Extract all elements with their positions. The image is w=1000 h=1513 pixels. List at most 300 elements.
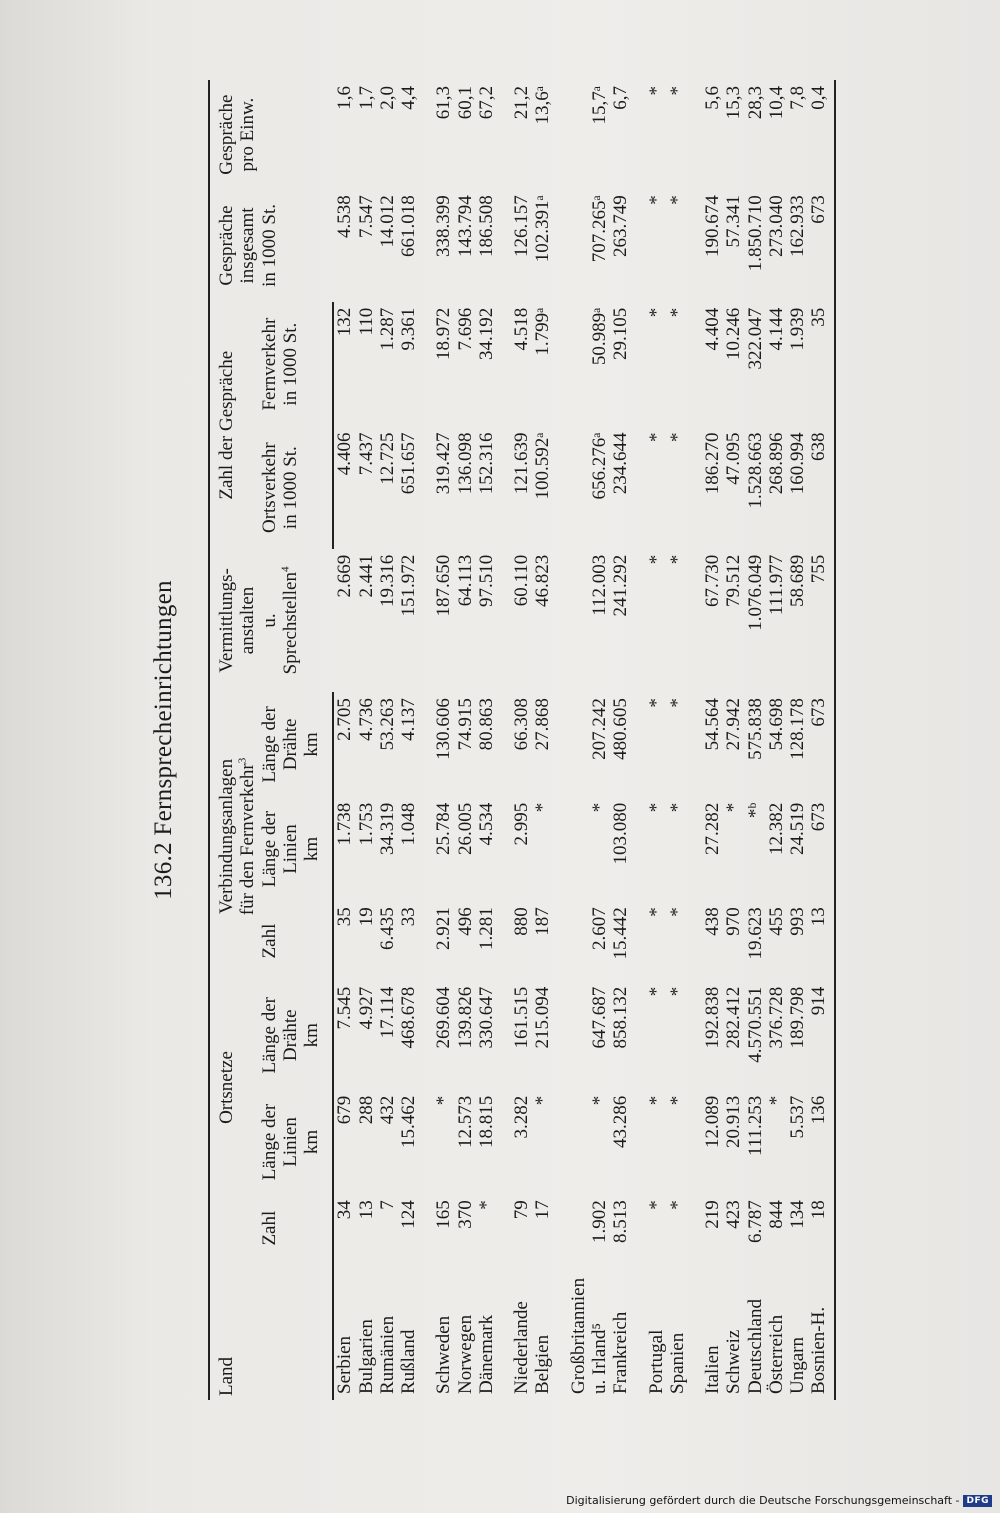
col-zahl-verbindung: Zahl — [259, 901, 334, 981]
value-cell: 1.738 — [334, 802, 356, 846]
value-cell: 2.921 — [433, 907, 455, 951]
table-row — [745, 80, 766, 1400]
value-cell: 8.513 — [610, 1200, 632, 1243]
value-cell: 638 — [808, 427, 834, 549]
value-cell: 207.242 — [588, 698, 610, 760]
value-cell: 20.913 — [723, 1095, 745, 1148]
value-cell: 4.404 — [702, 307, 724, 351]
col-zahl-ortsnetze: Zahl — [259, 1194, 334, 1262]
value-cell: 110 — [355, 307, 377, 336]
col-ort-laenge-draehte — [259, 981, 334, 1090]
value-cell: 139.826 — [454, 986, 476, 1049]
country-cell: Belgien — [532, 1334, 554, 1394]
value-cell: 4.518 — [511, 307, 533, 351]
col-gespraeche-pro-einw — [209, 80, 333, 189]
table-row — [398, 80, 419, 1400]
country-cell: Rumänien — [376, 1315, 398, 1394]
value-cell: 1.287 — [376, 307, 398, 351]
value-cell: 79.512 — [723, 554, 745, 607]
country-cell: Norwegen — [454, 1314, 476, 1394]
value-cell: 12.725 — [376, 432, 398, 485]
value-cell: 143.794 — [454, 195, 476, 257]
value-cell — [568, 427, 589, 549]
group-verbindungsanlagen — [209, 692, 259, 981]
table-row — [766, 80, 787, 1400]
value-cell — [568, 80, 589, 189]
value-cell: 1.939 — [787, 307, 809, 351]
value-cell: 993 — [787, 907, 809, 936]
col-ort-laenge-linien — [259, 1090, 334, 1195]
value-cell: 1.048 — [398, 802, 420, 846]
table-row — [646, 80, 667, 1400]
value-cell: 5.537 — [787, 1095, 809, 1139]
value-cell: 165 — [433, 1200, 455, 1229]
value-cell: 58.689 — [787, 554, 809, 607]
table-row — [787, 80, 808, 1400]
value-cell: 28,3 — [744, 86, 766, 120]
value-cell: 60.110 — [511, 554, 533, 607]
value-cell: * — [765, 1095, 787, 1106]
value-cell: 192.838 — [702, 986, 724, 1049]
value-cell: 103.080 — [610, 802, 632, 865]
value-cell: 1.799ᵃ — [532, 307, 554, 356]
value-cell: 673 — [808, 189, 834, 301]
table-row — [433, 80, 454, 1400]
table-row — [532, 80, 553, 1400]
value-cell: 80.863 — [475, 698, 497, 751]
value-cell: 128.178 — [787, 698, 809, 760]
value-cell: 152.316 — [475, 432, 497, 495]
value-cell: 19.316 — [376, 554, 398, 607]
fv-1: Fernverkehr — [258, 317, 280, 411]
col-vermittlung-header — [209, 549, 333, 692]
value-cell: 74.915 — [454, 698, 476, 751]
country-cell: Großbritannien — [567, 1277, 589, 1394]
value-cell: 15.442 — [610, 907, 632, 960]
value-cell — [568, 901, 589, 981]
value-cell: 0,4 — [808, 80, 834, 189]
value-cell: 656.276ᵃ — [588, 432, 610, 500]
insg-line3: in 1000 St. — [258, 204, 280, 287]
value-cell: 15,7ᵃ — [588, 86, 610, 125]
value-cell: 1.076.049 — [744, 554, 766, 631]
value-cell: 370 — [454, 1200, 476, 1229]
table-title: 136.2 Fernsprecheinrichtungen — [150, 580, 177, 900]
dfg-logo: DFG — [963, 1495, 992, 1507]
insg-line2: insgesamt — [237, 207, 259, 284]
value-cell: 66.308 — [511, 698, 533, 751]
country-cell: Österreich — [765, 1314, 787, 1394]
value-cell: 34.319 — [376, 802, 398, 855]
value-cell: 9.361 — [398, 307, 420, 351]
value-cell: 673 — [808, 797, 834, 902]
insg-line1: Gespräche — [216, 205, 237, 286]
value-cell: 121.639 — [511, 432, 533, 495]
value-cell: * — [666, 1200, 688, 1210]
od-2: Drähte — [279, 1009, 301, 1062]
value-cell: 100.592ᵃ — [532, 432, 554, 500]
vl-2: Linien — [279, 824, 301, 874]
country-cell: Dänemark — [475, 1314, 497, 1394]
value-cell: * — [588, 802, 610, 813]
table-row — [702, 80, 723, 1400]
value-cell: * — [666, 907, 688, 917]
od-1: Länge der — [258, 997, 280, 1074]
table-row — [723, 80, 744, 1400]
value-cell: * — [666, 432, 688, 443]
value-cell: 34.192 — [475, 307, 497, 360]
table-row — [667, 80, 688, 1400]
spacer-cell — [497, 80, 511, 1400]
value-cell: 50.989ᵃ — [588, 307, 610, 366]
spacer-cell — [688, 80, 702, 1400]
value-cell: * — [532, 802, 554, 813]
value-cell: * — [666, 698, 688, 708]
value-cell: 21,2 — [511, 86, 533, 120]
value-cell: 13 — [355, 1200, 377, 1220]
vl-3: km — [301, 836, 323, 862]
value-cell: 7.545 — [334, 986, 356, 1030]
value-cell: 13,6ᵃ — [532, 86, 554, 125]
value-cell: 19 — [355, 907, 377, 927]
value-cell: 187.650 — [433, 554, 455, 617]
value-cell: 423 — [723, 1200, 745, 1229]
col-gespraeche-insgesamt — [209, 189, 333, 301]
value-cell: * — [532, 1095, 554, 1106]
value-cell: 2.995 — [511, 802, 533, 846]
ol-1: Länge der — [258, 1103, 280, 1181]
value-cell — [568, 981, 589, 1090]
value-cell: 111.977 — [765, 554, 787, 616]
col-verb-laenge-draehte — [259, 692, 334, 797]
value-cell: 5,6 — [702, 86, 724, 110]
value-cell: 13 — [808, 901, 834, 981]
col-land-header: Land — [209, 1262, 259, 1400]
value-cell: * — [666, 986, 688, 997]
value-cell: 4.538 — [333, 195, 355, 238]
table-body — [333, 80, 834, 1400]
vl-1: Länge der — [258, 810, 280, 888]
value-cell: 3.282 — [511, 1095, 533, 1139]
value-cell: 151.972 — [398, 554, 420, 617]
value-cell: * — [645, 802, 667, 813]
value-cell: 480.605 — [610, 698, 632, 760]
value-cell: 575.838 — [744, 698, 766, 760]
value-cell: 234.644 — [610, 432, 632, 495]
group-ortsnetze: Ortsnetze — [209, 981, 259, 1194]
value-cell: 43.286 — [610, 1095, 632, 1148]
value-cell: * — [645, 986, 667, 997]
group-spacer — [497, 80, 511, 1400]
value-cell: 14.012 — [376, 195, 398, 248]
value-cell: 4.736 — [355, 698, 377, 741]
country-cell: Bosnien-H. — [808, 1262, 834, 1400]
value-cell: 438 — [702, 907, 724, 936]
gespraeche-label: Gespräche — [216, 350, 237, 432]
value-cell: 29.105 — [610, 307, 632, 360]
value-cell: 7.437 — [355, 432, 377, 476]
value-cell: 4.406 — [334, 432, 356, 476]
value-cell: 10,4 — [765, 86, 787, 120]
value-cell: 273.040 — [765, 195, 787, 257]
value-cell — [568, 1194, 589, 1262]
value-cell: 12.089 — [702, 1095, 724, 1148]
value-cell: 186.270 — [702, 432, 724, 495]
value-cell: 27.282 — [702, 802, 724, 855]
value-cell: 61,3 — [433, 86, 455, 120]
value-cell: * — [666, 86, 688, 96]
table-row — [356, 80, 377, 1400]
value-cell: 432 — [376, 1095, 398, 1125]
rotated-table-page — [150, 80, 850, 1400]
value-cell: 322.047 — [744, 307, 766, 370]
footer-text: Digitalisierung gefördert durch die Deutsche Forschungsgemeinschaft - — [566, 1494, 960, 1507]
value-cell: 160.994 — [787, 432, 809, 495]
value-cell: 25.784 — [433, 802, 455, 855]
value-cell: 1.850.710 — [744, 195, 766, 272]
value-cell: 496 — [454, 907, 476, 936]
value-cell: 4.927 — [355, 986, 377, 1030]
value-cell: 60,1 — [454, 86, 476, 120]
value-cell: 241.292 — [610, 554, 632, 617]
value-cell: 134 — [787, 1200, 809, 1229]
value-cell: 215.094 — [532, 986, 554, 1049]
value-cell: 1.902 — [588, 1200, 610, 1243]
value-cell: 24.519 — [787, 802, 809, 855]
value-cell: 914 — [808, 981, 834, 1090]
country-cell: Deutschland — [744, 1299, 766, 1394]
footnote-4: 4 — [279, 566, 292, 573]
value-cell: * — [645, 307, 667, 318]
value-cell: 651.657 — [398, 432, 420, 495]
ov-1: Ortsverkehr — [258, 442, 280, 534]
od-3: km — [301, 1023, 323, 1048]
value-cell: 6.435 — [376, 907, 398, 951]
country-cell: Portugal — [645, 1329, 667, 1394]
footnote-3: 3 — [236, 757, 249, 764]
table-row — [511, 80, 532, 1400]
value-cell: * — [433, 1095, 455, 1106]
value-cell: 111.253 — [744, 1095, 766, 1157]
value-cell: 27.868 — [532, 698, 554, 751]
value-cell: 1.528.663 — [744, 432, 766, 509]
vd-1: Länge der — [258, 706, 280, 783]
table-row — [808, 80, 834, 1400]
value-cell: * — [645, 86, 667, 96]
vd-2: Drähte — [279, 718, 301, 771]
value-cell: 12.382 — [765, 802, 787, 855]
group-spacer — [632, 80, 646, 1400]
value-cell: 53.263 — [376, 698, 398, 751]
group-spacer — [419, 80, 433, 1400]
value-cell: 2,0 — [376, 86, 398, 110]
value-cell: * — [645, 1095, 667, 1106]
value-cell: 4.144 — [765, 307, 787, 351]
group-spacer — [688, 80, 702, 1400]
value-cell: 7.696 — [454, 307, 476, 351]
footer — [566, 1494, 992, 1507]
value-cell: * — [666, 1095, 688, 1106]
col-fernverkehr — [259, 302, 334, 427]
group-zahl-der-gespraeche — [209, 302, 259, 549]
value-cell: * — [666, 554, 688, 565]
value-cell: * — [666, 802, 688, 813]
value-cell: 18.972 — [433, 307, 455, 360]
value-cell: 130.606 — [433, 698, 455, 760]
value-cell: 18.815 — [475, 1095, 497, 1148]
value-cell: 4.570.551 — [744, 986, 766, 1063]
value-cell: 17 — [532, 1200, 554, 1220]
value-cell: 755 — [808, 549, 834, 692]
vd-3: km — [301, 732, 323, 757]
value-cell: *ᵇ — [744, 802, 766, 819]
value-cell: 376.728 — [765, 986, 787, 1049]
col-zahl-1 — [209, 1194, 259, 1262]
col-verb-laenge-linien — [259, 797, 334, 902]
value-cell: 124 — [398, 1200, 420, 1229]
fernverkehr-label: für den Fernverkehr — [237, 763, 259, 916]
value-cell: * — [723, 802, 745, 813]
value-cell: 17.114 — [376, 986, 398, 1039]
value-cell: 679 — [334, 1095, 356, 1125]
value-cell: 161.515 — [511, 986, 533, 1049]
value-cell: 46.823 — [532, 554, 554, 607]
value-cell: 2.669 — [333, 554, 355, 598]
value-cell: 319.427 — [433, 432, 455, 495]
country-cell: Serbien — [334, 1335, 356, 1394]
group-spacer — [554, 80, 568, 1400]
value-cell: 2.705 — [334, 698, 356, 741]
value-cell: 661.018 — [398, 195, 420, 257]
value-cell: 15,3 — [723, 86, 745, 120]
value-cell: 15.462 — [398, 1095, 420, 1148]
value-cell: 27.942 — [723, 698, 745, 751]
value-cell: 67.730 — [702, 554, 724, 607]
value-cell: 268.896 — [765, 432, 787, 495]
table-row — [589, 80, 610, 1400]
value-cell: 54.564 — [702, 698, 724, 751]
value-cell: 102.391ᵃ — [532, 195, 554, 263]
value-cell: * — [645, 554, 667, 565]
table-row — [610, 80, 631, 1400]
value-cell: 6.787 — [744, 1200, 766, 1243]
value-cell: * — [645, 432, 667, 443]
ol-3: km — [301, 1129, 323, 1155]
spacer-cell — [554, 80, 568, 1400]
value-cell: 26.005 — [454, 802, 476, 855]
value-cell: 33 — [398, 907, 420, 927]
country-cell: Italien — [702, 1345, 724, 1394]
value-cell: 97.510 — [475, 554, 497, 607]
country-cell: Niederlande — [511, 1301, 533, 1394]
spacer-cell — [632, 80, 646, 1400]
vermittlung-line2: anstalten — [237, 586, 259, 655]
value-cell: * — [666, 307, 688, 318]
zahl-der-label: Zahl der — [216, 435, 237, 500]
value-cell: 19.623 — [744, 907, 766, 960]
value-cell: 880 — [511, 907, 533, 936]
value-cell: 1.753 — [355, 802, 377, 846]
value-cell: 1,7 — [355, 86, 377, 110]
value-cell: 4,4 — [398, 86, 420, 110]
value-cell: 132 — [334, 307, 356, 337]
value-cell: 57.341 — [723, 195, 745, 248]
value-cell: 330.647 — [475, 986, 497, 1049]
value-cell — [568, 692, 589, 797]
value-cell: 35 — [808, 302, 834, 427]
vermittlung-line4: Sprechstellen — [279, 572, 301, 675]
table-row — [455, 80, 476, 1400]
value-cell: 468.678 — [398, 986, 420, 1049]
pro-line1: Gespräche — [216, 94, 237, 175]
value-cell: 189.798 — [787, 986, 809, 1049]
table-row — [377, 80, 398, 1400]
value-cell: 2.441 — [355, 554, 377, 598]
value-cell: 338.399 — [433, 195, 455, 257]
value-cell — [568, 549, 589, 692]
table-row — [476, 80, 497, 1400]
country-cell: Bulgarien — [355, 1319, 377, 1394]
value-cell: 34 — [334, 1200, 356, 1220]
vermittlung-line1: Vermittlungs- — [216, 568, 237, 673]
value-cell: 263.749 — [610, 195, 632, 257]
pro-line2: pro Einw. — [237, 97, 259, 172]
value-cell: * — [645, 907, 667, 917]
value-cell: 282.412 — [723, 986, 745, 1049]
value-cell: 112.003 — [588, 554, 610, 616]
value-cell: 126.157 — [511, 195, 533, 257]
value-cell: 67,2 — [475, 86, 497, 120]
value-cell: 4.137 — [398, 698, 420, 741]
value-cell: 4.534 — [475, 802, 497, 846]
value-cell: 190.674 — [702, 195, 724, 257]
value-cell: 186.508 — [475, 195, 497, 257]
ol-2: Linien — [279, 1117, 301, 1167]
value-cell: 2.607 — [588, 907, 610, 951]
value-cell: 54.698 — [765, 698, 787, 751]
value-cell: 673 — [808, 692, 834, 797]
value-cell — [568, 302, 589, 427]
value-cell: 844 — [765, 1200, 787, 1229]
value-cell: 1.281 — [475, 907, 497, 951]
value-cell: 79 — [511, 1200, 533, 1220]
value-cell — [568, 1090, 589, 1195]
value-cell: 136 — [808, 1090, 834, 1195]
value-cell: 219 — [702, 1200, 724, 1229]
value-cell: 187 — [532, 907, 554, 936]
vermittlung-line3: u. — [258, 613, 280, 628]
value-cell: 858.132 — [610, 986, 632, 1049]
value-cell: 64.113 — [454, 554, 476, 607]
value-cell: * — [588, 1095, 610, 1106]
value-cell: 7.547 — [355, 195, 377, 238]
value-cell: 707.265ᵃ — [588, 195, 610, 263]
verbindungsanlagen-label: Verbindungsanlagen — [216, 758, 237, 915]
country-cell: Ungarn — [787, 1337, 809, 1394]
value-cell: 6,7 — [610, 86, 632, 110]
country-cell: Frankreich — [610, 1311, 632, 1394]
value-cell: 269.604 — [433, 986, 455, 1049]
value-cell — [568, 797, 589, 902]
country-cell: Schweiz — [723, 1329, 745, 1394]
value-cell: 455 — [765, 907, 787, 936]
table-row — [568, 80, 589, 1400]
spacer-cell — [419, 80, 433, 1400]
value-cell: 18 — [808, 1194, 834, 1262]
value-cell: 288 — [355, 1095, 377, 1125]
value-cell: 162.933 — [787, 195, 809, 257]
ov-2: in 1000 St. — [279, 446, 301, 530]
